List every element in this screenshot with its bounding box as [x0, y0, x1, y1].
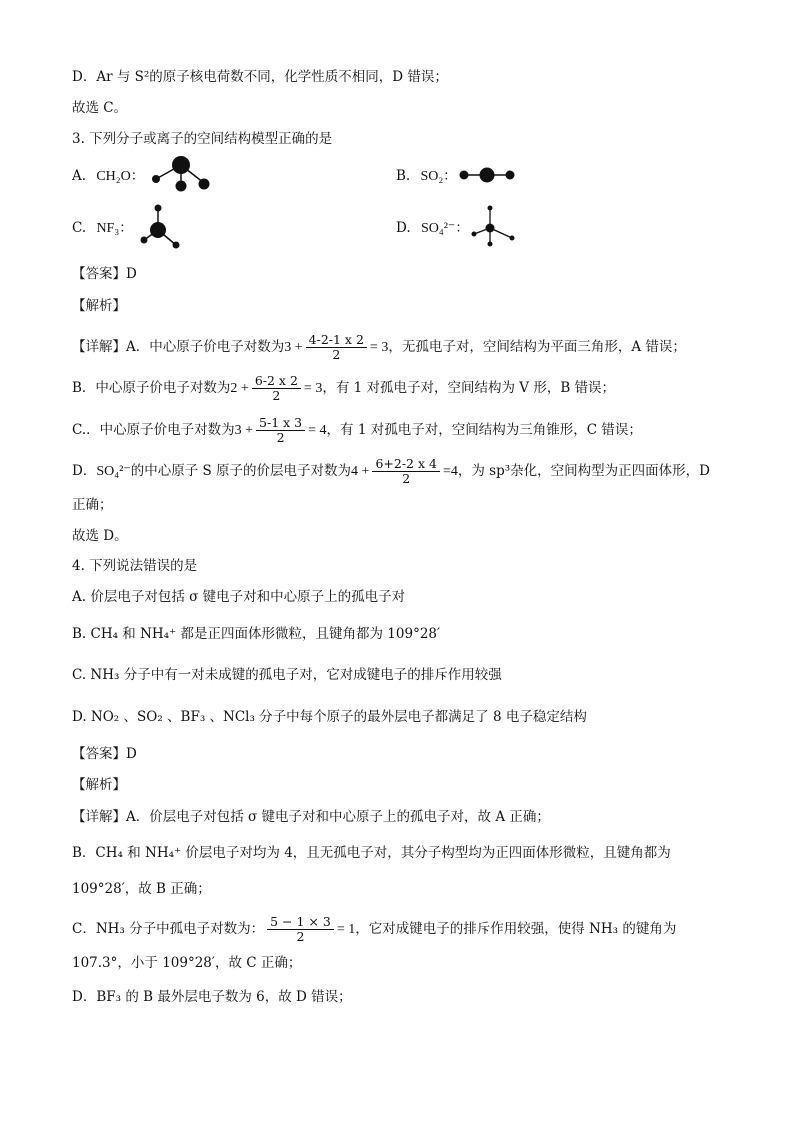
expression: 3 +: [284, 340, 303, 355]
detail-text: ，它对成键电子的排斥作用较强，使得 NH₃ 的键角为: [355, 921, 677, 937]
denominator: 2: [332, 347, 341, 362]
formula: NF₃: [96, 221, 120, 236]
text-line: 【详解】A．价层电子对包括 σ 键电子对和中心原子上的孤电子对，故 A 正确；: [72, 809, 550, 825]
detail-line-d: [72, 457, 710, 486]
expression: = 1: [336, 922, 356, 937]
option-c[interactable]: [72, 219, 133, 238]
detail-text: ，有 1 对孤电子对，空间结构为三角锥形，C 错误；: [326, 422, 642, 438]
numerator: 5 − 1 × 3: [267, 915, 334, 930]
text-line: B．CH₄ 和 NH₄⁺ 价层电子对均为 4，且无孤电子对，其分子构型均为正四面体形微粒，且键角都为: [72, 845, 671, 861]
detail-line-c: [72, 416, 642, 445]
numerator: 6-2 x 2: [252, 374, 301, 389]
option-a[interactable]: [72, 167, 144, 186]
numerator: 5-1 x 3: [256, 416, 305, 431]
option-d[interactable]: [396, 219, 469, 238]
colon: ：: [443, 168, 457, 184]
expression: = 3: [303, 381, 323, 396]
text-line: 故选 C。: [72, 100, 128, 116]
option-b[interactable]: B. CH₄ 和 NH₄⁺ 都是正四面体形微粒，且键角都为 109°28′: [72, 626, 441, 642]
fraction: [267, 915, 334, 944]
text-line: 107.3°，小于 109°28′，故 C 正确；: [72, 955, 302, 971]
text-line: 正确；: [72, 497, 113, 513]
expression: 4 +: [351, 464, 370, 479]
detail-line-b: [72, 374, 615, 403]
formula: SO₂: [420, 169, 444, 184]
numerator: 6+2-2 x 4: [372, 457, 440, 472]
answer-label: 【答案】D: [72, 266, 137, 282]
detail-text: ，有 1 对孤电子对，空间结构为 V 形，B 错误；: [322, 380, 616, 396]
expression: =4: [442, 464, 458, 479]
expression: 3 +: [234, 423, 254, 438]
analysis-label: 【解析】: [72, 777, 126, 793]
question-3-stem: 3. 下列分子或离子的空间结构模型正确的是: [72, 131, 333, 147]
expression: = 3: [369, 340, 389, 355]
detail-text: 【详解】A．中心原子价电子对数为: [72, 339, 285, 355]
detail-text: ，为 sp³杂化，空间构型为正四面体形，D: [457, 463, 710, 479]
so2-ball-stick-model: [458, 165, 516, 185]
option-a[interactable]: A. 价层电子对包括 σ 键电子对和中心原子上的孤电子对: [72, 589, 406, 605]
formula: CH₂O: [96, 169, 131, 184]
option-b[interactable]: [396, 167, 457, 186]
ch2o-ball-stick-model: [150, 155, 212, 193]
expression: 2 +: [230, 381, 249, 396]
option-c[interactable]: C. NH₃ 分子中有一对未成键的孤电子对，它对成键电子的排斥作用较强: [72, 667, 502, 683]
denominator: 2: [402, 471, 411, 486]
option-label: D.: [396, 220, 411, 236]
detail-text: B．中心原子价电子对数为: [72, 380, 231, 396]
fraction: [306, 333, 367, 362]
detail-line-a: [72, 333, 686, 362]
text-line: D．BF₃ 的 B 最外层电子数为 6，故 D 错误；: [72, 989, 352, 1005]
detail-text: D．: [72, 463, 97, 479]
option-d[interactable]: D. NO₂ 、SO₂ 、BF₃ 、NCl₃ 分子中每个原子的最外层电子都满足了 8 电子稳定结构: [72, 709, 587, 725]
detail-text: C.．中心原子价电子对数为: [72, 422, 235, 438]
denominator: 2: [272, 388, 281, 403]
analysis-label: 【解析】: [72, 298, 126, 314]
denominator: 2: [276, 430, 285, 445]
detail-line-e3: [72, 915, 676, 944]
text-line: 109°28′，故 B 正确；: [72, 881, 211, 897]
detail-text: 的中心原子 S 原子的价层电子对数为: [130, 463, 352, 479]
colon: ：: [119, 220, 133, 236]
answer-label: 【答案】D: [72, 746, 137, 762]
colon: ：: [455, 220, 469, 236]
numerator: 4-2-1 x 2: [306, 333, 367, 348]
fraction: [256, 416, 305, 445]
so4-ball-stick-model: [470, 204, 518, 248]
option-label: B.: [396, 168, 411, 184]
formula: SO₄²⁻: [420, 221, 456, 236]
detail-text: C．NH₃ 分子中孤电子对数为：: [72, 921, 265, 937]
option-label: C.: [72, 220, 87, 236]
fraction: [372, 457, 440, 486]
option-label: A.: [72, 168, 87, 184]
ion-formula: SO₄²⁻: [96, 464, 131, 479]
nf3-ball-stick-model: [138, 202, 186, 252]
text-line: D．Ar 与 S²的原子核电荷数不同，化学性质不相同，D 错误；: [72, 69, 448, 85]
detail-text: ，无孤电子对，空间结构为平面三角形，A 错误；: [388, 339, 686, 355]
colon: ：: [130, 168, 145, 184]
expression: = 4: [308, 423, 327, 438]
question-4-stem: 4. 下列说法错误的是: [72, 558, 198, 574]
denominator: 2: [296, 929, 305, 944]
text-line: 故选 D。: [72, 528, 128, 544]
fraction: [252, 374, 301, 403]
